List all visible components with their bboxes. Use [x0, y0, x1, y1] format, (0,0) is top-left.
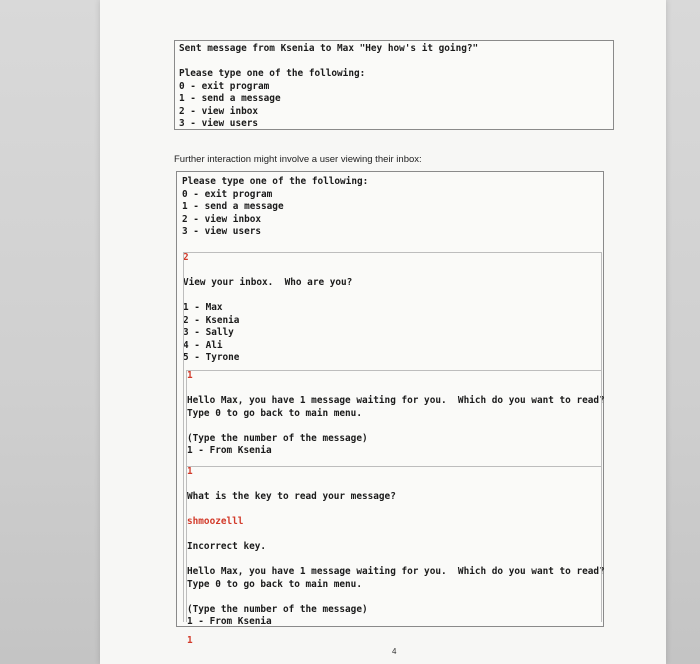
user-input: 1	[187, 466, 193, 477]
inbox-block	[183, 252, 593, 365]
nested-border	[601, 252, 602, 622]
nested-border	[186, 370, 601, 371]
menu-option-exit: 0 - exit program	[179, 80, 270, 92]
menu-option-send: 1 - send a message	[182, 201, 284, 212]
message-item: 1 - From Ksenia	[187, 616, 272, 627]
menu-prompt: Please type one of the following:	[179, 68, 366, 79]
key-block	[187, 466, 605, 647]
inbox-greeting: Hello Max, you have 1 message waiting for you. Which do you want to read?	[187, 395, 605, 406]
menu-option-exit: 0 - exit program	[182, 188, 273, 200]
user-option: 5 - Tyrone	[183, 352, 240, 363]
menu-option-users: 3 - view users	[182, 226, 262, 237]
menu-option-users: 3 - view users	[179, 118, 259, 129]
nested-border	[183, 252, 184, 622]
user-option: 4 - Ali	[183, 339, 223, 351]
caption-text: Further interaction might involve a user viewing their inbox:	[174, 154, 422, 165]
who-prompt: View your inbox. Who are you?	[183, 277, 353, 288]
message-number-prompt: (Type the number of the message)	[187, 432, 368, 444]
user-input: 1	[187, 634, 193, 646]
user-option: 2 - Ksenia	[183, 314, 240, 326]
page-number: 4	[392, 647, 397, 656]
menu-option-inbox: 2 - view inbox	[182, 213, 262, 225]
menu-option-inbox: 2 - view inbox	[179, 105, 259, 117]
menu-prompt: Please type one of the following:	[182, 176, 369, 187]
user-option: 1 - Max	[183, 302, 223, 313]
message-item: 1 - From Ksenia	[187, 445, 272, 456]
incorrect-key-message: Incorrect key.	[187, 541, 267, 552]
user-input: 2	[183, 252, 189, 263]
key-input: shmoozelll	[187, 516, 244, 527]
document-page	[100, 0, 666, 664]
back-instruction: Type 0 to go back to main menu.	[187, 407, 362, 419]
user-input: 1	[187, 370, 193, 381]
message-list-block	[187, 370, 605, 458]
message-number-prompt: (Type the number of the message)	[187, 603, 368, 615]
terminal-output-2	[176, 171, 605, 646]
nested-border	[183, 252, 601, 253]
user-option: 3 - Sally	[183, 327, 234, 338]
back-instruction: Type 0 to go back to main menu.	[187, 578, 362, 590]
key-prompt: What is the key to read your message?	[187, 491, 396, 502]
terminal-output-1	[174, 40, 614, 130]
inbox-greeting: Hello Max, you have 1 message waiting for you. Which do you want to read?	[187, 566, 605, 577]
nested-border	[186, 370, 187, 622]
nested-border	[186, 466, 601, 467]
sent-message-line: Sent message from Ksenia to Max "Hey how's it going?"	[179, 43, 479, 54]
menu-block	[179, 174, 371, 241]
menu-option-send: 1 - send a message	[179, 93, 281, 104]
